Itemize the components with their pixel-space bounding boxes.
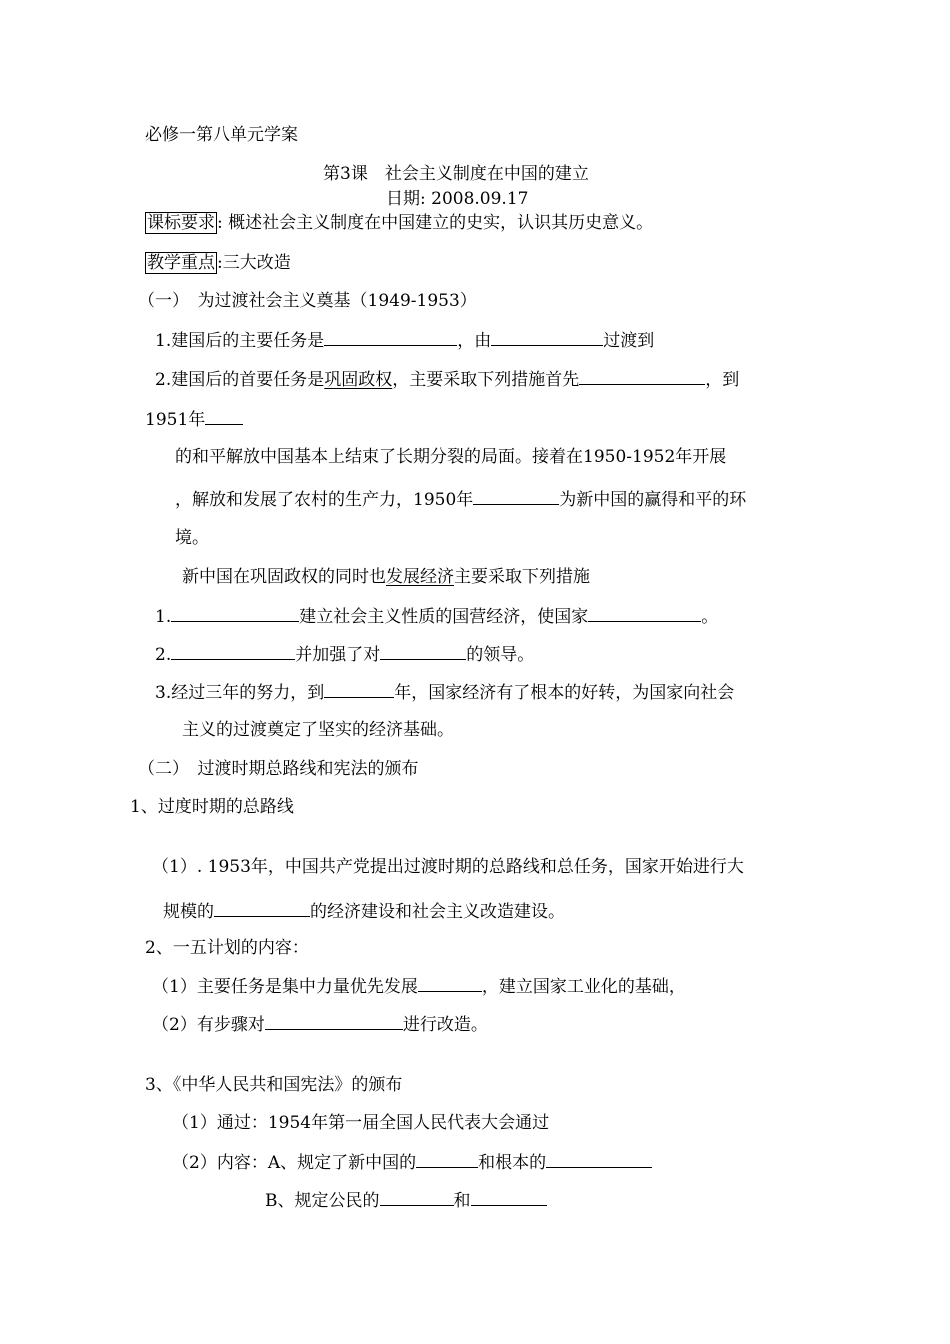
measure-1 <box>155 604 718 628</box>
text: （2）有步骤对 <box>152 1015 265 1035</box>
requirement-line <box>145 212 653 234</box>
fill-blank[interactable] <box>171 642 295 660</box>
text: 3.经过三年的努力，到 <box>155 683 325 703</box>
text: 和根本的 <box>478 1153 547 1173</box>
lesson-title: 第3课 社会主义制度在中国的建立 <box>323 164 589 184</box>
text: 规模的 <box>163 902 214 922</box>
fill-blank[interactable] <box>588 604 701 622</box>
underlined-text: 巩固政权 <box>324 370 393 390</box>
text: B、规定公民的 <box>265 1191 380 1211</box>
focus-line <box>145 252 291 274</box>
fill-blank[interactable] <box>324 680 394 698</box>
fill-blank[interactable] <box>491 328 603 346</box>
subsection-3-line-b <box>172 1150 652 1174</box>
item-line-4: 的和平解放中国基本上结束了长期分裂的局面。接着在1950-1952年开展 <box>175 447 727 467</box>
fill-blank[interactable] <box>205 407 243 425</box>
text: 并加强了对 <box>295 645 381 665</box>
text: 年，国家经济有了根本的好转，为国家向社会 <box>394 683 735 703</box>
text: 的经济建设和社会主义改造建设。 <box>310 902 565 922</box>
fill-blank[interactable] <box>324 328 457 346</box>
text: （2）内容：A、规定了新中国的 <box>172 1153 417 1173</box>
text: 主要采取下列措施 <box>454 567 590 587</box>
text: （1）主要任务是集中力量优先发展 <box>152 977 418 997</box>
fill-blank[interactable] <box>380 1188 454 1206</box>
text: 的领导。 <box>466 645 535 665</box>
subsection-2: 2、一五计划的内容： <box>145 938 309 958</box>
subsection-1-line-b <box>163 899 565 923</box>
text: 过渡到 <box>603 331 655 351</box>
fill-blank[interactable] <box>473 487 559 505</box>
requirement-label: 课标要求 <box>147 213 215 233</box>
subsection-3: 3、《中华人民共和国宪法》的颁布 <box>145 1075 403 1095</box>
text: 。 <box>701 607 719 627</box>
subsection-1-line-a: （1）. 1953年，中国共产党提出过渡时期的总路线和总任务，国家开始进行大 <box>152 857 744 877</box>
text: ，解放和发展了农村的生产力，1950年 <box>175 490 474 510</box>
text: 2.建国后的首要任务是 <box>155 370 325 390</box>
date-line: 日期: 2008.09.17 <box>386 189 529 209</box>
text: 2. <box>155 645 172 665</box>
focus-text: :三大改造 <box>217 253 291 273</box>
item-line-3 <box>145 407 243 431</box>
fill-blank[interactable] <box>418 974 482 992</box>
subsection-3-line-a: （1）通过：1954年第一届全国人民代表大会通过 <box>172 1113 550 1133</box>
text: ，到 <box>705 370 740 390</box>
subsection-2-line-a <box>152 974 686 998</box>
fill-blank[interactable] <box>214 899 310 917</box>
unit-title: 必修一第八单元学案 <box>145 125 298 145</box>
text: 1951年 <box>145 410 206 430</box>
text: ，主要采取下列措施首先 <box>392 370 580 390</box>
subsection-1: 1、过度时期的总路线 <box>130 797 294 817</box>
measure-3 <box>155 680 734 704</box>
fill-blank[interactable] <box>171 604 299 622</box>
fill-blank[interactable] <box>416 1150 478 1168</box>
text: 1. <box>155 607 172 627</box>
text: ，建立国家工业化的基础， <box>481 977 686 997</box>
underlined-text: 发展经济 <box>386 567 454 587</box>
fill-blank[interactable] <box>579 367 705 385</box>
fill-blank[interactable] <box>546 1150 652 1168</box>
text: 进行改造。 <box>402 1015 488 1035</box>
subsection-3-line-c <box>265 1188 547 1212</box>
fill-blank[interactable] <box>265 1012 403 1030</box>
fill-blank[interactable] <box>471 1188 547 1206</box>
measure-2 <box>155 642 534 666</box>
text: 1.建国后的主要任务是 <box>155 331 325 351</box>
fill-blank[interactable] <box>380 642 466 660</box>
item-line-7 <box>182 566 590 588</box>
text: 和 <box>453 1191 471 1211</box>
measure-3-continued: 主义的过渡奠定了坚实的经济基础。 <box>182 720 454 740</box>
text: 新中国在巩固政权的同时也 <box>182 567 386 587</box>
requirement-text: : 概述社会主义制度在中国建立的史实，认识其历史意义。 <box>217 213 654 233</box>
item-line-5 <box>175 487 746 511</box>
item-line-1 <box>155 328 654 352</box>
item-line-2 <box>155 367 739 391</box>
text: ，由 <box>457 331 492 351</box>
section-one-title: （一） 为过渡社会主义奠基（1949-1953） <box>138 291 477 311</box>
section-two-title: （二） 过渡时期总路线和宪法的颁布 <box>138 759 419 779</box>
text: 建立社会主义性质的国营经济，使国家 <box>299 607 589 627</box>
item-line-6: 境。 <box>175 528 209 548</box>
subsection-2-line-b <box>152 1012 488 1036</box>
text: 为新中国的赢得和平的环 <box>559 490 747 510</box>
focus-label: 教学重点 <box>147 253 215 273</box>
